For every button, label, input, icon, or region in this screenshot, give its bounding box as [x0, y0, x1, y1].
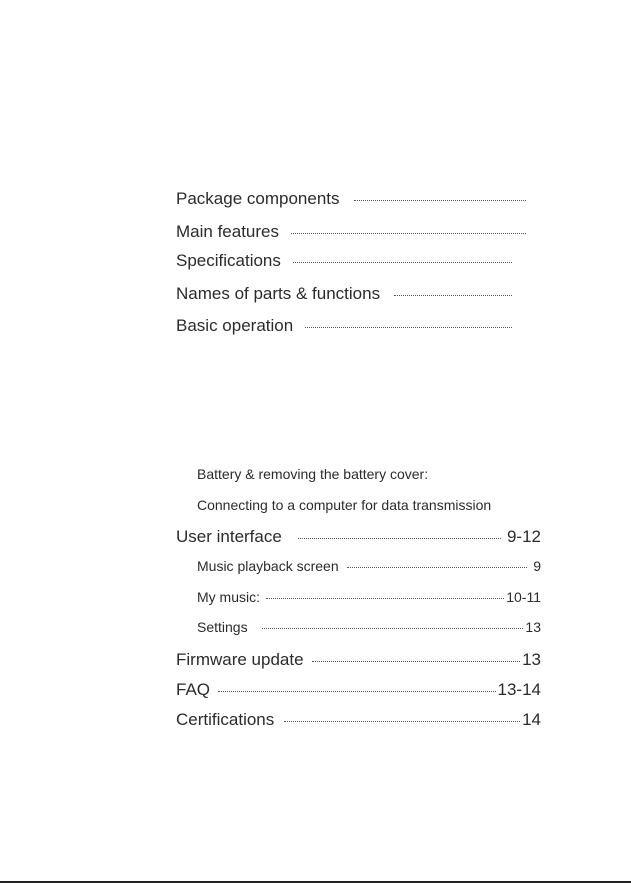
toc-label: Connecting to a computer for data transmission: [197, 497, 492, 513]
toc-entry-basic-operation[interactable]: [176, 316, 512, 336]
dot-leader: [266, 598, 504, 599]
toc-label: Specifications: [176, 251, 281, 270]
toc-page-number: 13-14: [497, 680, 541, 699]
toc-entry-names-of-parts[interactable]: [176, 284, 512, 304]
toc-subentry-music-playback[interactable]: [197, 558, 541, 574]
dot-leader: [354, 200, 527, 201]
toc-entry-user-interface[interactable]: [176, 527, 541, 547]
dot-leader: [291, 233, 526, 234]
dot-leader: [347, 567, 528, 568]
toc-label: Package components: [176, 189, 340, 208]
toc-subentry-settings[interactable]: [197, 619, 541, 635]
toc-subentry-connecting[interactable]: [197, 497, 491, 513]
dot-leader: [305, 327, 512, 328]
toc-page-number: 14: [522, 710, 541, 729]
toc-label: Main features: [176, 222, 279, 241]
toc-label: Settings: [197, 619, 248, 635]
toc-label: Music playback screen: [197, 558, 339, 574]
dot-leader: [293, 262, 512, 263]
toc-label: Names of parts & functions: [176, 284, 381, 303]
toc-label: My music:: [197, 589, 260, 605]
toc-entry-certifications[interactable]: [176, 710, 541, 730]
toc-entry-main-features[interactable]: [176, 222, 526, 242]
toc-entry-faq[interactable]: [176, 680, 541, 700]
dot-leader: [312, 661, 521, 662]
dot-leader: [394, 295, 512, 296]
toc-label: Basic operation: [176, 316, 294, 335]
dot-leader: [284, 721, 520, 722]
toc-page-number: 9-12: [506, 527, 541, 546]
dot-leader: [298, 538, 501, 539]
toc-label: Firmware update: [176, 650, 304, 669]
toc-page-number: 10-11: [506, 589, 541, 605]
toc-label: User interface: [176, 527, 282, 546]
toc-page-number: 9: [533, 558, 541, 574]
toc-entry-firmware-update[interactable]: [176, 650, 541, 670]
toc-label: Certifications: [176, 710, 275, 729]
toc-label: Battery & removing the battery cover:: [197, 466, 429, 482]
toc-subentry-battery[interactable]: [197, 466, 428, 482]
dot-leader: [262, 628, 524, 629]
dot-leader: [218, 691, 496, 692]
toc-page-number: 13: [522, 650, 541, 669]
toc-entry-specifications[interactable]: [176, 251, 512, 271]
toc-entry-package-components[interactable]: [176, 189, 526, 209]
toc-subentry-my-music[interactable]: [197, 589, 541, 605]
toc-label: FAQ: [176, 680, 211, 699]
toc-page-number: 13: [525, 619, 541, 635]
